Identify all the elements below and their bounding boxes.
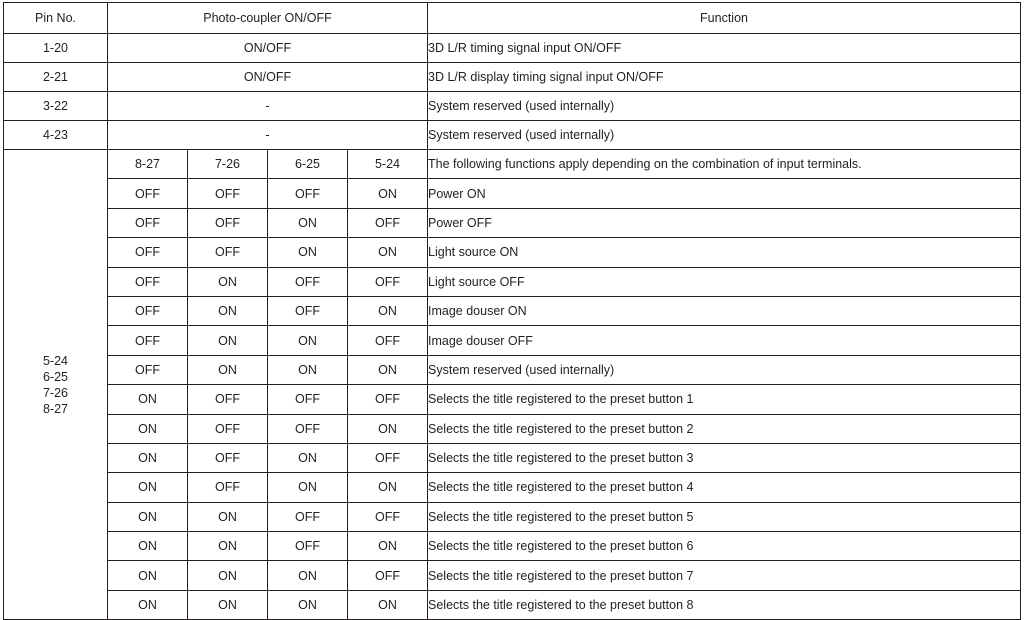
cell-state-7-26: ON — [188, 532, 268, 561]
cell-state-6-25: OFF — [268, 502, 348, 531]
cell-state-6-25: OFF — [268, 414, 348, 443]
cell-state-6-25: OFF — [268, 532, 348, 561]
cell-state-8-27: ON — [108, 414, 188, 443]
cell-state-6-25: ON — [268, 208, 348, 237]
pin-line: 7-26 — [42, 385, 69, 400]
header-pin-no: Pin No. — [4, 3, 108, 34]
cell-state-5-24: OFF — [348, 561, 428, 590]
cell-state-5-24: ON — [348, 179, 428, 208]
cell-function: Selects the title registered to the preset button 6 — [428, 532, 1021, 561]
pin-line: 5-24 — [42, 353, 69, 368]
table-row — [4, 63, 1021, 92]
cell-state-7-26: OFF — [188, 238, 268, 267]
cell-function: 3D L/R display timing signal input ON/OFF — [428, 63, 1021, 92]
cell-coupler: - — [108, 92, 428, 121]
table-row — [4, 179, 1021, 208]
table-row — [4, 532, 1021, 561]
cell-state-5-24: OFF — [348, 326, 428, 355]
cell-pin-no: 3-22 — [4, 92, 108, 121]
cell-state-6-25: ON — [268, 561, 348, 590]
cell-state-5-24: ON — [348, 296, 428, 325]
cell-function: Selects the title registered to the preset button 8 — [428, 590, 1021, 619]
cell-function: Selects the title registered to the preset button 5 — [428, 502, 1021, 531]
table-row — [4, 443, 1021, 472]
cell-function: Light source ON — [428, 238, 1021, 267]
table-row — [4, 208, 1021, 237]
document-page — [0, 2, 1024, 613]
cell-pin-no: 1-20 — [4, 34, 108, 63]
table-row — [4, 121, 1021, 150]
table-row — [4, 385, 1021, 414]
cell-state-7-26: ON — [188, 355, 268, 384]
header-function: Function — [428, 3, 1021, 34]
cell-state-6-25: ON — [268, 473, 348, 502]
cell-state-7-26: ON — [188, 502, 268, 531]
cell-state-5-24: OFF — [348, 502, 428, 531]
cell-state-6-25: OFF — [268, 179, 348, 208]
table-row — [4, 296, 1021, 325]
cell-pin-no: 2-21 — [4, 63, 108, 92]
cell-state-8-27: ON — [108, 532, 188, 561]
cell-state-5-24: ON — [348, 532, 428, 561]
cell-function: Power OFF — [428, 208, 1021, 237]
cell-state-8-27: OFF — [108, 296, 188, 325]
subheader-pin-6-25: 6-25 — [268, 150, 348, 179]
cell-state-6-25: ON — [268, 355, 348, 384]
cell-coupler: - — [108, 121, 428, 150]
cell-state-7-26: OFF — [188, 385, 268, 414]
cell-function: Image douser ON — [428, 296, 1021, 325]
cell-state-8-27: ON — [108, 473, 188, 502]
cell-pin-no: 4-23 — [4, 121, 108, 150]
table-row — [4, 502, 1021, 531]
cell-state-6-25: OFF — [268, 296, 348, 325]
cell-state-7-26: OFF — [188, 208, 268, 237]
table-row — [4, 561, 1021, 590]
cell-state-6-25: OFF — [268, 267, 348, 296]
cell-function: Selects the title registered to the preset button 7 — [428, 561, 1021, 590]
cell-function: Selects the title registered to the preset button 1 — [428, 385, 1021, 414]
cell-state-5-24: ON — [348, 473, 428, 502]
cell-state-7-26: OFF — [188, 414, 268, 443]
cell-function: 3D L/R timing signal input ON/OFF — [428, 34, 1021, 63]
cell-state-8-27: OFF — [108, 208, 188, 237]
cell-state-7-26: ON — [188, 326, 268, 355]
cell-state-6-25: ON — [268, 238, 348, 267]
cell-state-7-26: OFF — [188, 473, 268, 502]
cell-state-8-27: OFF — [108, 179, 188, 208]
cell-coupler: ON/OFF — [108, 34, 428, 63]
cell-state-5-24: OFF — [348, 443, 428, 472]
table-row — [4, 238, 1021, 267]
cell-function: Power ON — [428, 179, 1021, 208]
cell-state-5-24: ON — [348, 238, 428, 267]
cell-function: Selects the title registered to the preset button 2 — [428, 414, 1021, 443]
cell-state-8-27: OFF — [108, 355, 188, 384]
subheader-pin-8-27: 8-27 — [108, 150, 188, 179]
header-photo-coupler: Photo-coupler ON/OFF — [108, 3, 428, 34]
cell-state-5-24: OFF — [348, 208, 428, 237]
table-row — [4, 92, 1021, 121]
table-row — [4, 267, 1021, 296]
cell-state-7-26: ON — [188, 590, 268, 619]
pin-line: 8-27 — [42, 401, 69, 416]
cell-state-6-25: ON — [268, 443, 348, 472]
cell-state-7-26: OFF — [188, 179, 268, 208]
cell-state-8-27: ON — [108, 502, 188, 531]
cell-state-7-26: OFF — [188, 443, 268, 472]
cell-state-5-24: ON — [348, 414, 428, 443]
cell-state-8-27: ON — [108, 590, 188, 619]
table-row — [4, 355, 1021, 384]
cell-state-8-27: ON — [108, 385, 188, 414]
cell-function-intro: The following functions apply depending on the combination of input terminals. — [428, 150, 1021, 179]
cell-state-8-27: OFF — [108, 267, 188, 296]
cell-function: Selects the title registered to the preset button 4 — [428, 473, 1021, 502]
table-row — [4, 414, 1021, 443]
pin-line: 6-25 — [42, 369, 69, 384]
cell-state-5-24: OFF — [348, 385, 428, 414]
cell-state-5-24: ON — [348, 355, 428, 384]
subheader-pin-5-24: 5-24 — [348, 150, 428, 179]
cell-state-8-27: OFF — [108, 238, 188, 267]
subheader-pin-7-26: 7-26 — [188, 150, 268, 179]
cell-state-6-25: ON — [268, 326, 348, 355]
cell-state-8-27: OFF — [108, 326, 188, 355]
cell-state-8-27: ON — [108, 443, 188, 472]
cell-state-5-24: OFF — [348, 267, 428, 296]
cell-state-8-27: ON — [108, 561, 188, 590]
cell-state-6-25: OFF — [268, 385, 348, 414]
cell-function: Image douser OFF — [428, 326, 1021, 355]
table-row — [4, 473, 1021, 502]
cell-function: System reserved (used internally) — [428, 92, 1021, 121]
cell-function: System reserved (used internally) — [428, 355, 1021, 384]
cell-state-6-25: ON — [268, 590, 348, 619]
table-header-row — [4, 3, 1021, 34]
table-row — [4, 326, 1021, 355]
cell-state-7-26: ON — [188, 267, 268, 296]
cell-state-5-24: ON — [348, 590, 428, 619]
cell-pin-no-group — [4, 150, 108, 620]
table-row — [4, 590, 1021, 619]
cell-function: Light source OFF — [428, 267, 1021, 296]
table-row — [4, 34, 1021, 63]
cell-state-7-26: ON — [188, 561, 268, 590]
table-row-combination-header — [4, 150, 1021, 179]
pin-assignment-table — [3, 2, 1021, 620]
cell-function: System reserved (used internally) — [428, 121, 1021, 150]
cell-function: Selects the title registered to the preset button 3 — [428, 443, 1021, 472]
cell-state-7-26: ON — [188, 296, 268, 325]
cell-coupler: ON/OFF — [108, 63, 428, 92]
